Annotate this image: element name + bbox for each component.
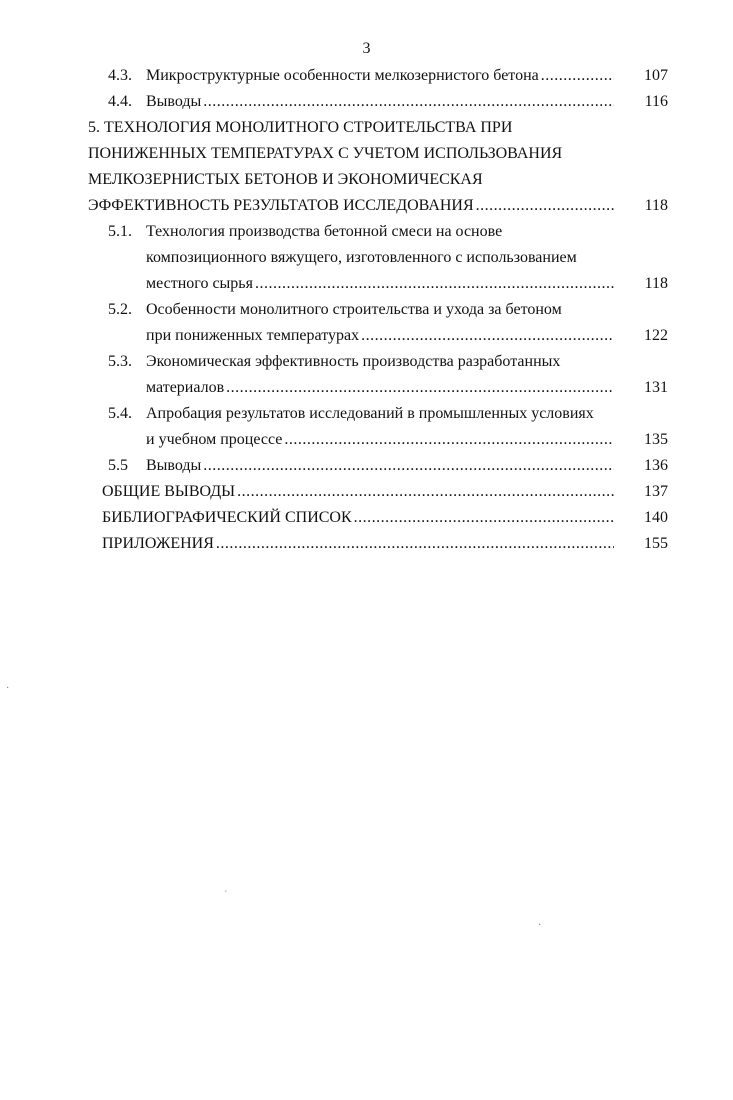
toc-entry-appendices [102, 534, 668, 554]
toc-entry-number: 5.3. [108, 353, 132, 370]
toc-entry-page: 118 [644, 275, 668, 292]
toc-entry-title: материалов [146, 379, 225, 396]
scan-speck: ´ [224, 890, 228, 901]
scan-speck: · [538, 920, 542, 931]
toc-entry-title: Микроструктурные особенности мелкозернистого бетона [146, 67, 539, 84]
toc-entry-4-4 [108, 92, 668, 112]
toc-entry-title: местного сырья [146, 275, 253, 292]
toc-entry-5-1 [146, 274, 668, 294]
toc-entry-page: 140 [644, 509, 668, 526]
dot-leader [216, 534, 614, 554]
dot-leader [203, 92, 614, 112]
toc-entry-title-line-1: Технология производства бетонной смеси на основе [146, 223, 503, 240]
toc-entry-number: 4.3. [108, 67, 132, 84]
toc-entry-page: 107 [644, 67, 668, 84]
toc-entry-title-line-1: Апробация результатов исследований в промышленных условиях [146, 405, 594, 422]
toc-entry-5-5 [108, 456, 668, 476]
toc-entry-general-conclusions [102, 482, 668, 502]
toc-entry-title: БИБЛИОГРАФИЧЕСКИЙ СПИСОК [102, 509, 352, 526]
toc-entry-title: ПРИЛОЖЕНИЯ [102, 535, 214, 552]
toc-entry-number: 5.5 [108, 457, 128, 474]
toc-entry-5-3 [146, 378, 668, 398]
dot-leader [284, 430, 614, 450]
dot-leader [226, 378, 614, 398]
toc-entry-title: при пониженных температурах [146, 327, 360, 344]
scan-speck: · [6, 683, 10, 694]
dot-leader [476, 196, 614, 216]
toc-entry-page: 155 [644, 535, 668, 552]
chapter-5-title-last-line [88, 196, 668, 216]
dot-leader [255, 274, 614, 294]
toc-entry-bibliography [102, 508, 668, 528]
toc-entry-5-4 [146, 430, 668, 450]
toc-entry-number: 5.1. [108, 223, 132, 240]
page-number: 3 [362, 40, 371, 57]
dot-leader [541, 66, 614, 86]
dot-leader [237, 482, 614, 502]
toc-entry-number: 4.4. [108, 93, 132, 110]
toc-entry-title: Выводы [146, 457, 202, 474]
toc-entry-title-line-2: композиционного вяжущего, изготовленного с использованием [146, 249, 577, 266]
toc-entry-page: 136 [644, 457, 668, 474]
dot-leader [361, 326, 614, 346]
toc-entry-title: и учебном процессе [146, 431, 283, 448]
dot-leader [354, 508, 614, 528]
toc-entry-5-2 [146, 326, 668, 346]
toc-entry-page: 131 [644, 379, 668, 396]
chapter-5-title-line-3: МЕЛКОЗЕРНИСТЫХ БЕТОНОВ И ЭКОНОМИЧЕСКАЯ [88, 171, 483, 188]
chapter-5-title-line-2: ПОНИЖЕННЫХ ТЕМПЕРАТУРАХ С УЧЕТОМ ИСПОЛЬЗОВАНИЯ [88, 145, 563, 162]
toc-entry-page: 135 [644, 431, 668, 448]
toc-entry-title: Выводы [146, 93, 202, 110]
toc-entry-4-3 [108, 66, 668, 86]
toc-entry-page: 122 [644, 327, 668, 344]
dot-leader [203, 456, 614, 476]
toc-entry-title-line-1: Особенности монолитного строительства и ухода за бетоном [146, 301, 562, 318]
toc-entry-title: ЭФФЕКТИВНОСТЬ РЕЗУЛЬТАТОВ ИССЛЕДОВАНИЯ [88, 197, 474, 214]
toc-entry-page: 116 [644, 93, 668, 110]
toc-entry-title-line-1: Экономическая эффективность производства разработанных [146, 353, 561, 370]
toc-entry-number: 5.2. [108, 301, 132, 318]
chapter-5-title-line-1: 5. ТЕХНОЛОГИЯ МОНОЛИТНОГО СТРОИТЕЛЬСТВА ПРИ [88, 119, 513, 136]
toc-entry-number: 5.4. [108, 405, 132, 422]
toc-entry-page: 137 [644, 483, 668, 500]
toc-entry-page: 118 [644, 197, 668, 214]
toc-entry-title: ОБЩИЕ ВЫВОДЫ [102, 483, 236, 500]
